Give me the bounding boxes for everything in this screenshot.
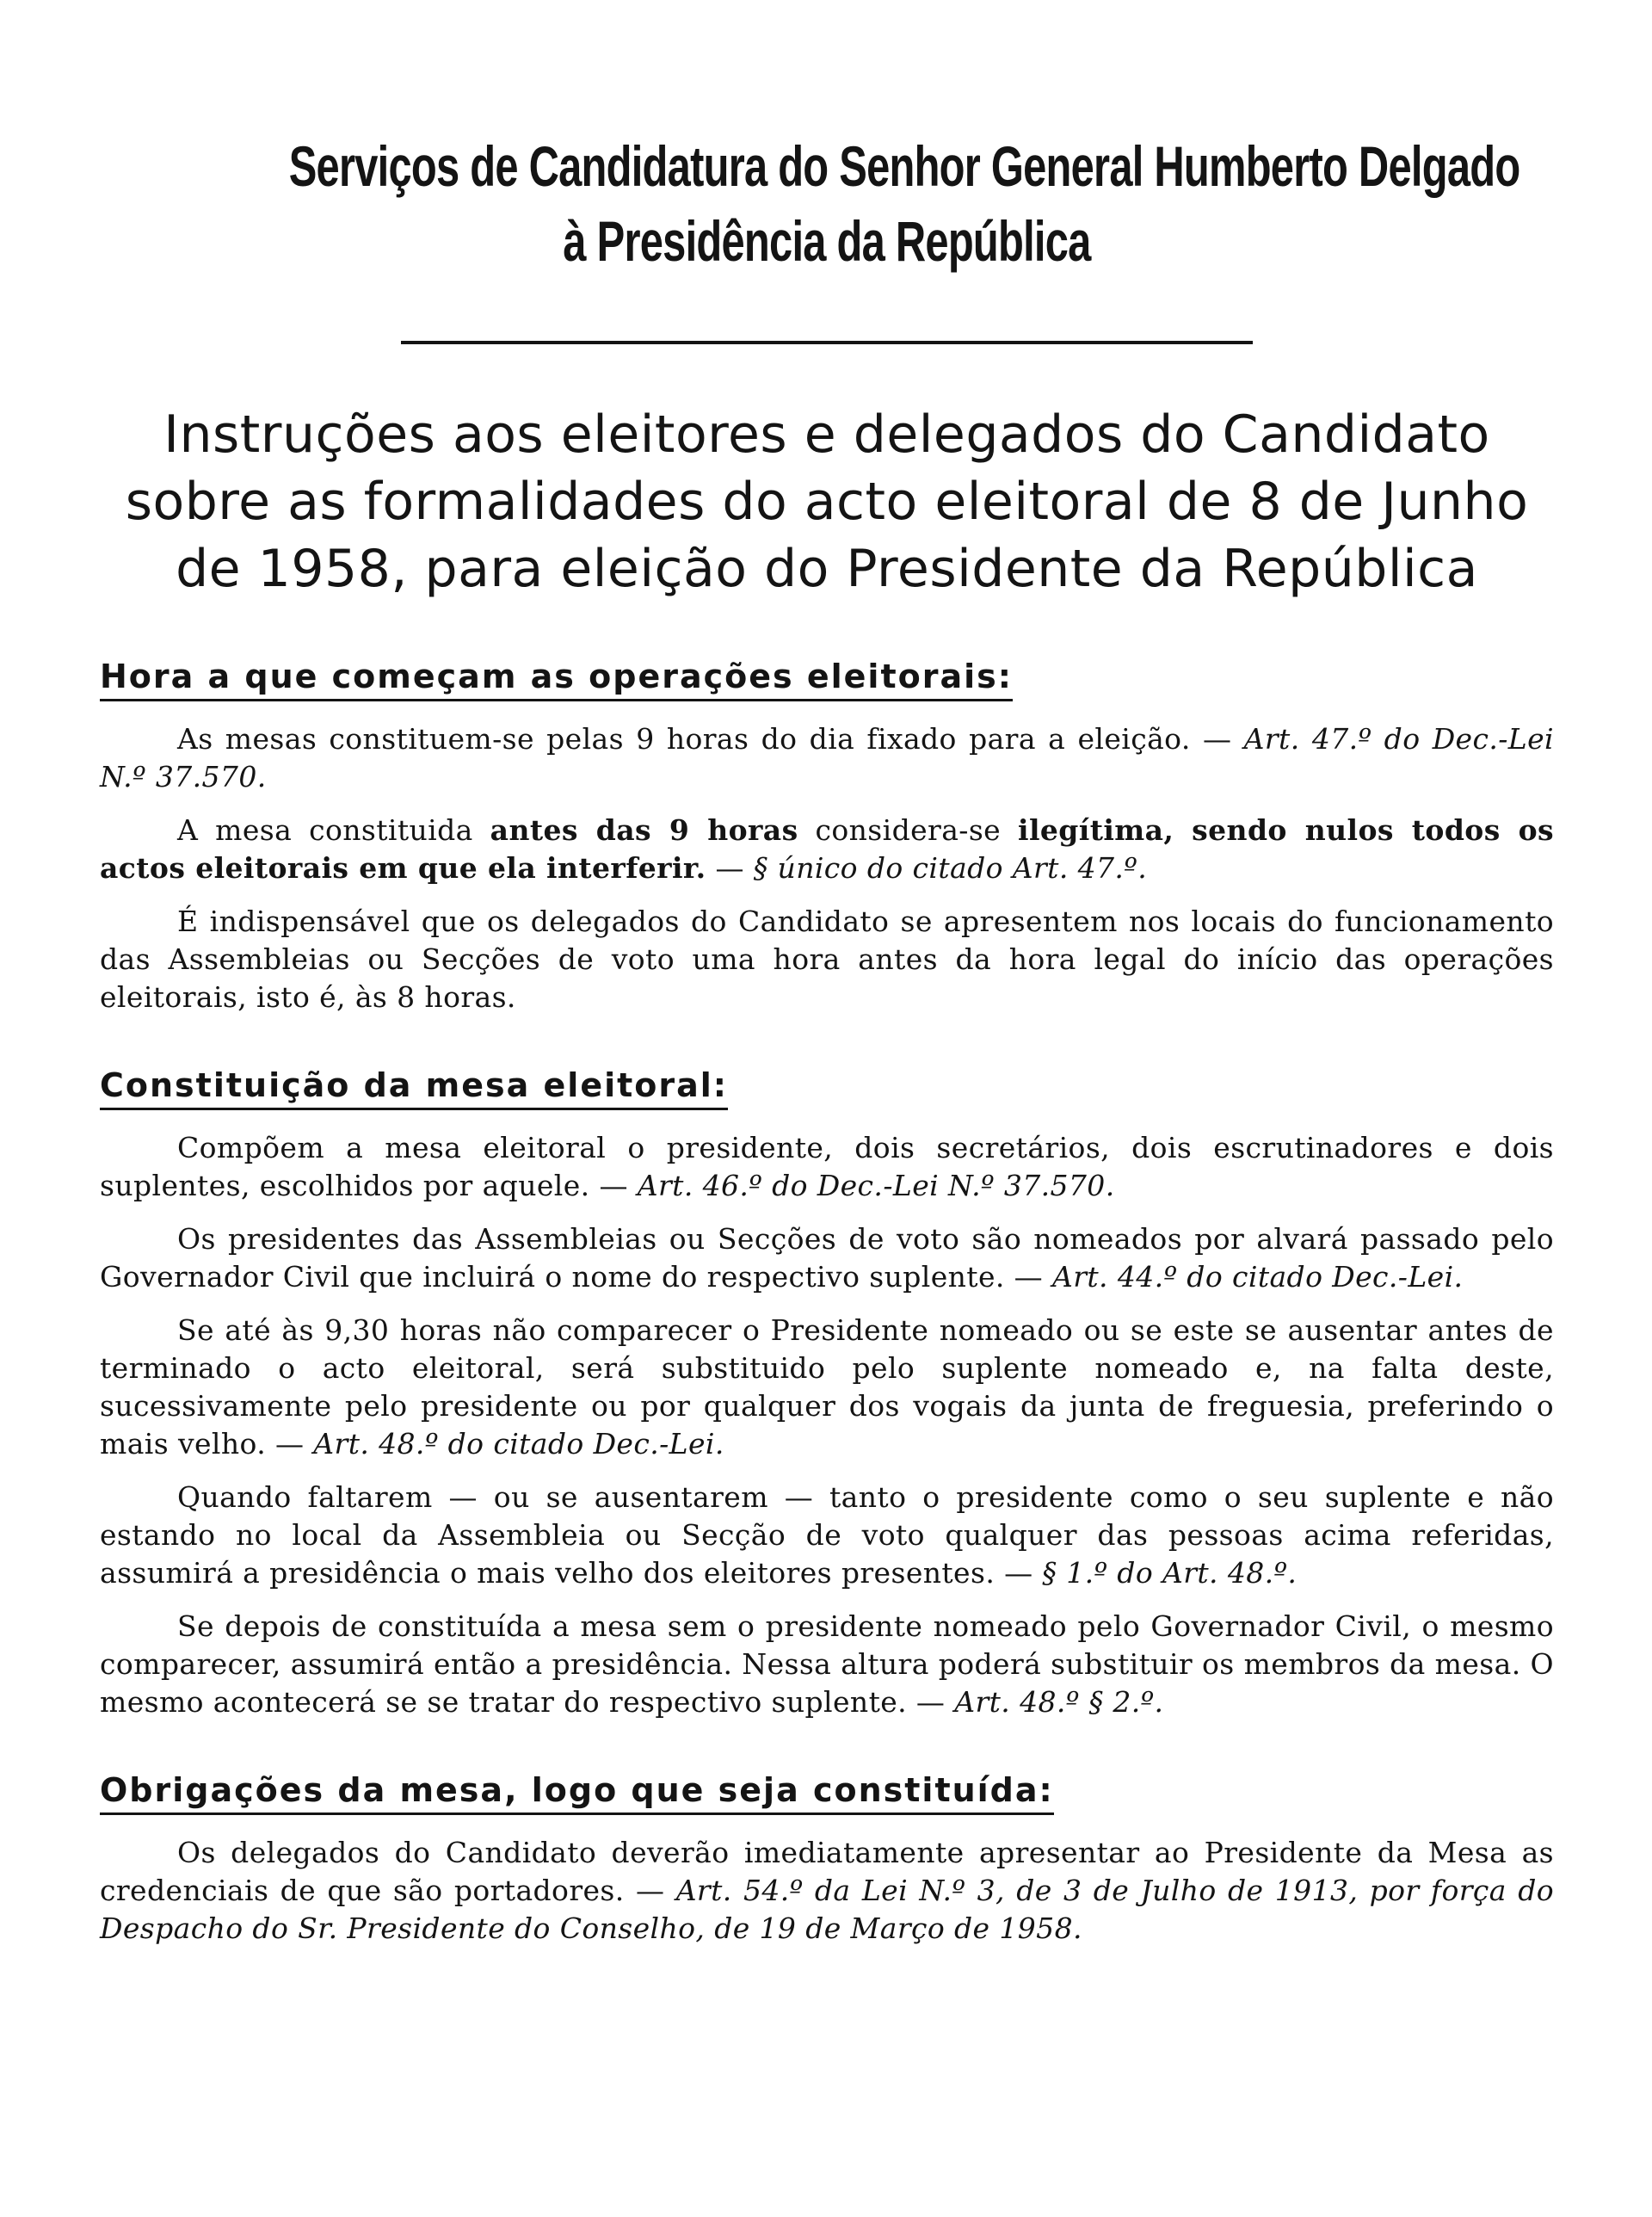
text-run: Quando faltarem — ou se ausentarem — tanto o presidente como o seu suplente e não estando no local da Assembleia ou Secção de voto qualquer das pessoas acima referidas, assumirá a presidência o mais velho dos eleitores presentes. — [100,1480,1554,1590]
text-run: Se até às 9,30 horas não comparecer o Presidente nomeado ou se este se ausentar antes de terminado o acto eleitoral, será substituido pelo suplente nomeado e, na falta deste, sucessivamente pelo presidente ou por qualquer dos vogais da junta de freguesia, preferindo o mais velho. — [100,1313,1554,1461]
legal-citation: § único do citado Art. 47.º. [753,851,1148,886]
section-2 [100,1016,1554,1721]
legal-citation: Art. 54.º da Lei N.º 3, de 3 de Julho de 1913, por força do Despacho do Sr. Presidente do Conselho, de 19 de Março de 1958. [100,1874,1554,1946]
section-heading: Obrigações da mesa, logo que seja constituída: [100,1771,1054,1815]
legal-citation: § 1.º do Art. 48.º. [1042,1556,1298,1590]
paragraph [100,1220,1554,1296]
document-body [100,602,1554,1948]
emphasis-text: ilegítima, sendo nulos todos os actos eleitorais em que ela interferir. [100,813,1555,886]
paragraph [100,1608,1554,1721]
section-heading: Constituição da mesa eleitoral: [100,1066,728,1110]
text-run: Compõem a mesa eleitoral o presidente, dois secretários, dois escrutinadores e dois suplentes, escolhidos por aquele. — [100,1131,1554,1203]
title-divider [401,341,1253,344]
section-1 [100,602,1554,1016]
title-line-2: à Presidência da República [563,209,1091,274]
document-title [288,129,1520,279]
legal-citation: Art. 47.º do Dec.-Lei N.º 37.570. [100,722,1555,794]
subtitle-line-2: sobre as formalidades do acto eleitoral de 8 de Junho [125,472,1529,533]
text-run: Se depois de constituída a mesa sem o presidente nomeado pelo Governador Civil, o mesmo comparecer, assumirá então a presidência. Nessa altura poderá substituir os membros da mesa. O mesmo acontecerá se se tratar do respectivo suplente. — [100,1609,1554,1720]
paragraph [100,720,1554,796]
title-line-1: Serviços de Candidatura do Senhor General Humberto Delgado [288,134,1520,198]
subtitle-line-1: Instruções aos eleitores e delegados do Candidato [163,404,1490,466]
subtitle-line-3: de 1958, para eleição do Presidente da República [176,539,1478,600]
text-run: Os delegados do Candidato deverão imediatamente apresentar ao Presidente da Mesa as credenciais de que são portadores. — [100,1836,1554,1908]
text-run: Os presidentes das Assembleias ou Secções de voto são nomeados por alvará passado pelo Governador Civil que incluirá o nome do respectivo suplente. — [100,1222,1554,1294]
text-run: — [706,851,754,886]
emphasis-text: antes das 9 horas [490,813,798,848]
document-page [100,0,1554,1948]
legal-citation: Art. 48.º § 2.º. [954,1685,1164,1720]
text-run: É indispensável que os delegados do Candidato se apresentem nos locais do funcionamento das Assembleias ou Secções de voto uma hora antes da hora legal do início das operações eleitorais, isto é, às 8 horas. [100,905,1554,1015]
paragraph [100,903,1554,1016]
legal-citation: Art. 44.º do citado Dec.-Lei. [1051,1260,1464,1294]
paragraph [100,1834,1554,1948]
paragraph [100,1312,1554,1463]
legal-citation: Art. 48.º do citado Dec.-Lei. [313,1427,724,1461]
text-run: A mesa constituida [177,813,490,848]
paragraph [100,812,1554,887]
legal-citation: Art. 46.º do Dec.-Lei N.º 37.570. [637,1169,1115,1203]
text-run: As mesas constituem-se pelas 9 horas do dia fixado para a eleição. — [177,722,1244,756]
section-heading: Hora a que começam as operações eleitorais: [100,658,1013,701]
paragraph [100,1129,1554,1205]
section-3 [100,1721,1554,1948]
text-run: considera-se [798,813,1019,848]
document-subtitle [100,401,1554,602]
paragraph [100,1479,1554,1592]
